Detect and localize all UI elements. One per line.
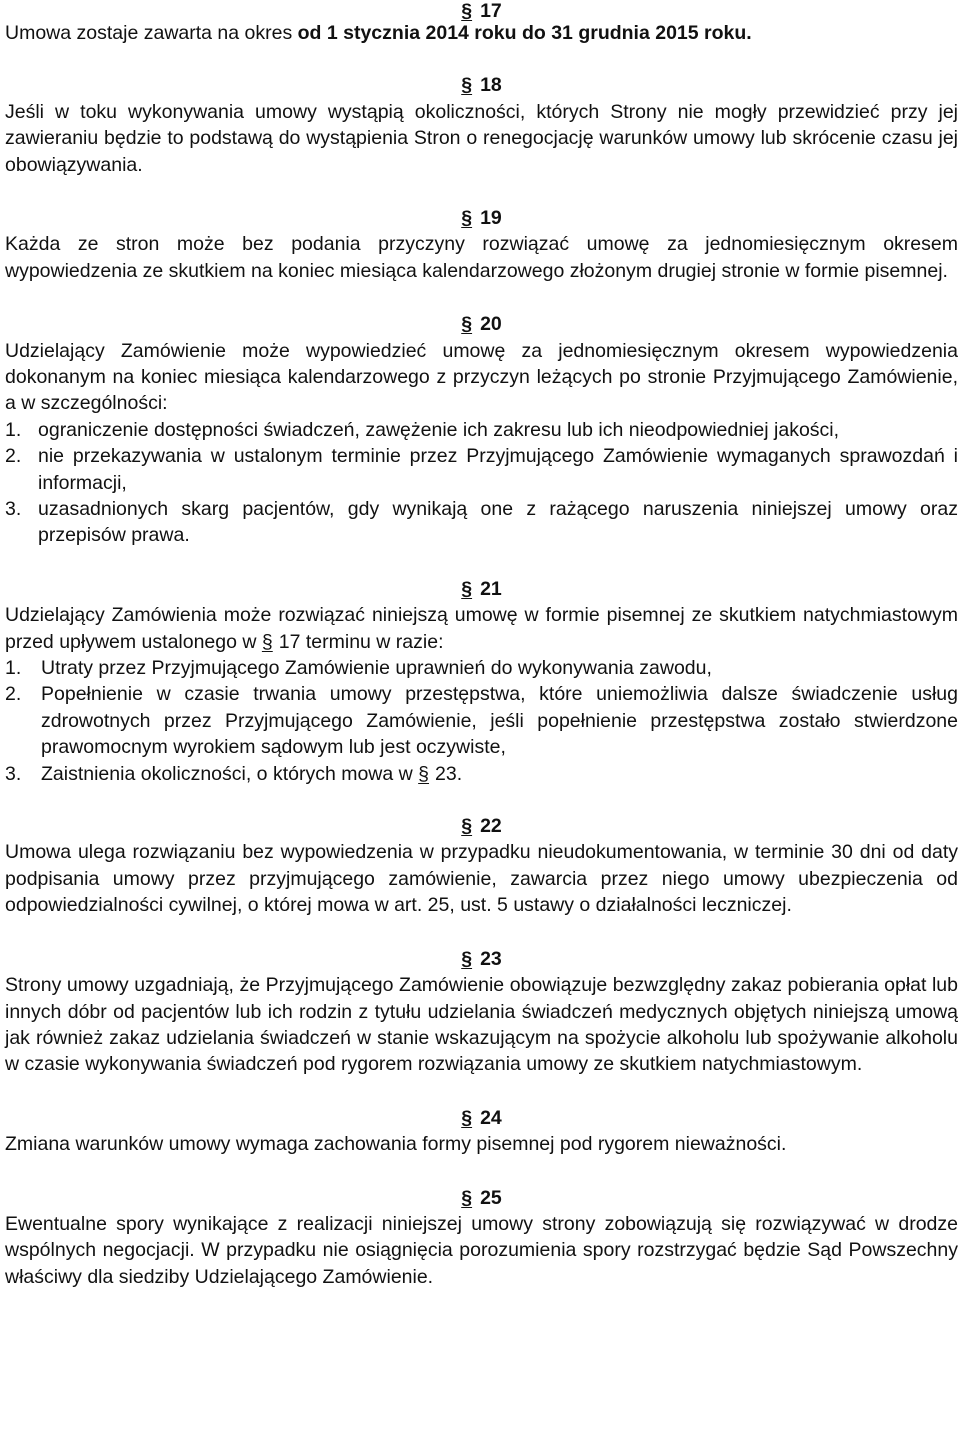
section-text: Umowa ulega rozwiązaniu bez wypowiedzenia w przypadku nieudokumentowania, w terminie 30 dni od daty podpisania umowy przez przyjmującego zamówienie, zawarcia przez niego umowy ubezpieczenia od odpowiedzialności cywilnej, o której mowa w art. 25, ust. 5 ustawy o działalności leczniczej. <box>5 841 958 917</box>
section-heading <box>5 946 958 972</box>
section-number: 17 <box>480 0 502 22</box>
list-item <box>5 417 958 443</box>
list-item-text: ograniczenie dostępności świadczeń, zawężenie ich zakresu lub ich nieodpowiedniej jakości, <box>38 418 840 441</box>
section-number: 24 <box>480 1106 502 1129</box>
section-text: Jeśli w toku wykonywania umowy wystąpią okoliczności, których Strony nie mogły przewidzieć przy jej zawieraniu będzie to podstawą do wystąpienia Stron o renegocjację warunków umowy lub skrócenie czasu jej obowiązywania. <box>5 100 958 176</box>
list-item <box>5 496 958 549</box>
section-25 <box>5 1185 958 1291</box>
section-19 <box>5 205 958 284</box>
section-heading <box>5 1105 958 1131</box>
list-item-text: Zaistnienia okoliczności, o których mowa w <box>41 762 419 785</box>
section-text <box>5 20 958 46</box>
section-intro: Udzielający Zamówienie może wypowiedzieć umowę za jednomiesięcznym okresem wypowiedzenia dokonanym na koniec miesiąca kalendarzowego z przyczyn leżących po stronie Przyjmującego Zamówienie, a w szczególności: <box>5 339 958 415</box>
list-marker: 2. <box>5 445 22 468</box>
section-number: 18 <box>480 74 502 97</box>
paragraph-reference-number: 23. <box>435 762 463 785</box>
list-marker: 3. <box>5 762 22 785</box>
section-18 <box>5 72 958 178</box>
section-number: 19 <box>480 207 502 230</box>
section-heading <box>5 576 958 602</box>
section-text-lead: Umowa zostaje zawarta na okres <box>5 22 298 44</box>
list-marker: 3. <box>5 498 22 521</box>
section-number: 22 <box>480 815 502 838</box>
section-heading <box>5 311 958 337</box>
section-23 <box>5 946 958 1078</box>
section-text: Każda ze stron może bez podania przyczyny rozwiązać umowę za jednomiesięcznym okresem wypowiedzenia ze skutkiem na koniec miesiąca kalendarzowego złożonym drugiej stronie w formie pisemnej. <box>5 233 958 282</box>
list-item <box>5 761 958 787</box>
section-number: 20 <box>480 313 502 336</box>
section-intro-text-end: terminu w razie: <box>300 630 444 653</box>
list-item <box>5 681 958 760</box>
paragraph-sign: § <box>461 313 473 336</box>
section-intro-text: Udzielający Zamówienia może rozwiązać niniejszą umowę w formie pisemnej ze skutkiem natychmiastowym przed upływem ustalonego w <box>5 604 958 653</box>
termination-reasons-list <box>5 417 958 549</box>
section-20 <box>5 311 958 549</box>
paragraph-sign: § <box>461 1186 473 1209</box>
section-22 <box>5 813 958 919</box>
contract-period: od 1 stycznia 2014 roku do 31 grudnia 2015 roku. <box>297 22 752 44</box>
section-heading <box>5 1185 958 1211</box>
section-17 <box>5 0 958 46</box>
section-heading <box>5 205 958 231</box>
section-24 <box>5 1105 958 1158</box>
section-heading <box>5 0 958 20</box>
paragraph-sign: § <box>461 1106 473 1129</box>
immediate-termination-list <box>5 655 958 787</box>
paragraph-sign: § <box>461 207 473 230</box>
section-heading <box>5 813 958 839</box>
contract-page <box>5 0 958 1290</box>
section-text: Strony umowy uzgadniają, że Przyjmującego Zamówienie obowiązuje bezwzględny zakaz pobierania opłat lub innych dóbr od pacjentów lub ich rodzin z tytułu udzielania świadczeń medycznych objętych niniejszą umową jak również zakaz udzielania świadczeń w stanie wskazującym na spożycie alkoholu lub spożywanie alkoholu w czasie wykonywania świadczeń pod rygorem rozwiązania umowy ze skutkiem natychmiastowym. <box>5 974 958 1076</box>
section-21 <box>5 576 958 787</box>
list-item-text: Popełnienie w czasie trwania umowy przestępstwa, które uniemożliwia dalsze świadczenie usług zdrowotnych przez Przyjmującego Zamówienie, jeśli popełnienie przestępstwa zostało stwierdzone prawomocnym wyrokiem sądowym lub jest oczywiste, <box>41 683 958 759</box>
list-item <box>5 655 958 681</box>
list-item <box>5 443 958 496</box>
list-item-text: nie przekazywania w ustalonym terminie przez Przyjmującego Zamówienie wymaganych sprawozdań i informacji, <box>38 445 958 494</box>
paragraph-sign: § <box>461 0 473 22</box>
list-marker: 1. <box>5 657 22 680</box>
section-number: 21 <box>480 577 502 600</box>
list-item-text: uzasadnionych skarg pacjentów, gdy wynikają one z rażącego naruszenia niniejszej umowy oraz przepisów prawa. <box>38 498 958 547</box>
list-marker: 2. <box>5 683 22 706</box>
paragraph-reference-sign: § <box>261 630 273 653</box>
paragraph-reference-number: 17 <box>278 630 301 653</box>
section-number: 25 <box>480 1186 502 1209</box>
section-text: Zmiana warunków umowy wymaga zachowania formy pisemnej pod rygorem nieważności. <box>5 1133 787 1156</box>
paragraph-sign: § <box>461 947 473 970</box>
list-marker: 1. <box>5 418 22 441</box>
section-heading <box>5 72 958 98</box>
section-intro <box>5 602 958 655</box>
list-item-text: Utraty przez Przyjmującego Zamówienie uprawnień do wykonywania zawodu, <box>41 657 712 680</box>
paragraph-reference-sign: § <box>418 762 430 785</box>
paragraph-sign: § <box>461 74 473 97</box>
section-text: Ewentualne spory wynikające z realizacji niniejszej umowy strony zobowiązują się rozwiązywać w drodze wspólnych negocjacji. W przypadku nie osiągnięcia porozumienia spory rozstrzygać będzie Sąd Powszechny właściwy dla siedziby Udzielającego Zamówienie. <box>5 1212 958 1288</box>
paragraph-sign: § <box>461 577 473 600</box>
paragraph-sign: § <box>461 815 473 838</box>
section-number: 23 <box>480 947 502 970</box>
